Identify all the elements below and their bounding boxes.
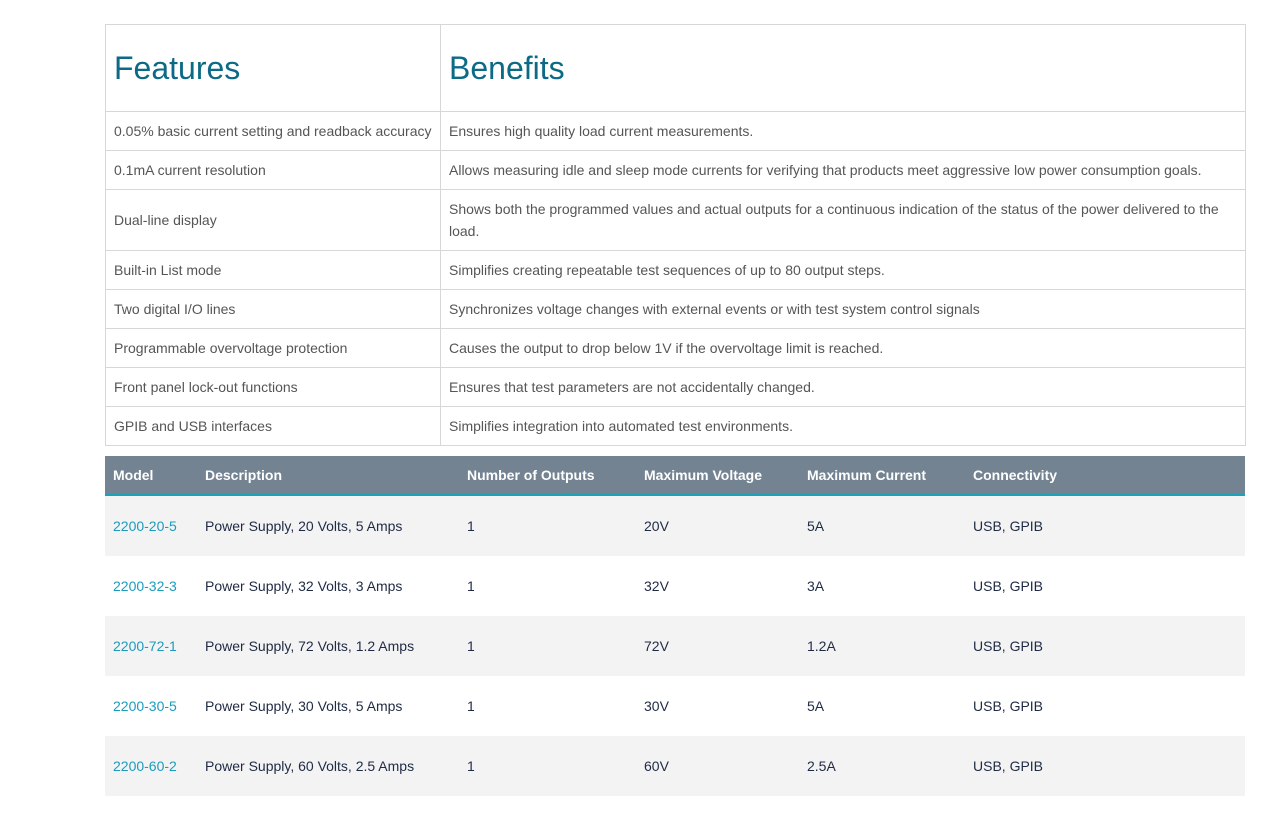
max-current-cell: 5A <box>799 676 965 736</box>
benefits-heading: Benefits <box>441 25 1246 112</box>
model-link[interactable]: 2200-60-2 <box>113 758 177 774</box>
connectivity-cell: USB, GPIB <box>965 676 1245 736</box>
benefit-cell: Simplifies integration into automated test environments. <box>441 407 1246 446</box>
feature-cell: Two digital I/O lines <box>106 290 441 329</box>
benefit-cell: Allows measuring idle and sleep mode currents for verifying that products meet aggressive low power consumption goals. <box>441 151 1246 190</box>
features-benefits-table <box>105 24 1246 446</box>
table-row <box>105 495 1245 556</box>
benefit-cell: Simplifies creating repeatable test sequences of up to 80 output steps. <box>441 251 1246 290</box>
connectivity-cell: USB, GPIB <box>965 736 1245 796</box>
models-table <box>105 456 1245 796</box>
connectivity-cell: USB, GPIB <box>965 556 1245 616</box>
column-header-connectivity[interactable]: Connectivity <box>965 456 1245 495</box>
description-cell: Power Supply, 60 Volts, 2.5 Amps <box>197 736 459 796</box>
table-row <box>105 616 1245 676</box>
model-cell <box>105 616 197 676</box>
benefit-cell: Shows both the programmed values and actual outputs for a continuous indication of the status of the power delivered to the load. <box>441 190 1246 251</box>
description-cell: Power Supply, 30 Volts, 5 Amps <box>197 676 459 736</box>
column-header-max-current[interactable]: Maximum Current <box>799 456 965 495</box>
connectivity-cell: USB, GPIB <box>965 495 1245 556</box>
column-header-max-voltage[interactable]: Maximum Voltage <box>636 456 799 495</box>
model-cell <box>105 676 197 736</box>
feature-cell: Programmable overvoltage protection <box>106 329 441 368</box>
model-cell <box>105 556 197 616</box>
column-header-model[interactable]: Model <box>105 456 197 495</box>
description-cell: Power Supply, 32 Volts, 3 Amps <box>197 556 459 616</box>
column-header-description[interactable]: Description <box>197 456 459 495</box>
table-row <box>105 676 1245 736</box>
benefit-cell: Causes the output to drop below 1V if the overvoltage limit is reached. <box>441 329 1246 368</box>
outputs-cell: 1 <box>459 495 636 556</box>
benefit-cell: Synchronizes voltage changes with external events or with test system control signals <box>441 290 1246 329</box>
feature-cell: Built-in List mode <box>106 251 441 290</box>
features-header-row <box>106 25 1246 112</box>
feature-cell: Front panel lock-out functions <box>106 368 441 407</box>
features-row <box>106 329 1246 368</box>
model-cell <box>105 736 197 796</box>
features-row <box>106 190 1246 251</box>
feature-cell: Dual-line display <box>106 190 441 251</box>
max-current-cell: 2.5A <box>799 736 965 796</box>
benefit-cell: Ensures that test parameters are not accidentally changed. <box>441 368 1246 407</box>
features-heading: Features <box>106 25 441 112</box>
max-voltage-cell: 60V <box>636 736 799 796</box>
models-header-row <box>105 456 1245 495</box>
features-row <box>106 290 1246 329</box>
benefit-cell: Ensures high quality load current measurements. <box>441 112 1246 151</box>
description-cell: Power Supply, 20 Volts, 5 Amps <box>197 495 459 556</box>
feature-cell: GPIB and USB interfaces <box>106 407 441 446</box>
outputs-cell: 1 <box>459 556 636 616</box>
table-row <box>105 556 1245 616</box>
outputs-cell: 1 <box>459 736 636 796</box>
model-link[interactable]: 2200-72-1 <box>113 638 177 654</box>
features-row <box>106 151 1246 190</box>
content-area <box>105 24 1245 796</box>
max-voltage-cell: 72V <box>636 616 799 676</box>
description-cell: Power Supply, 72 Volts, 1.2 Amps <box>197 616 459 676</box>
outputs-cell: 1 <box>459 676 636 736</box>
outputs-cell: 1 <box>459 616 636 676</box>
connectivity-cell: USB, GPIB <box>965 616 1245 676</box>
max-current-cell: 1.2A <box>799 616 965 676</box>
model-link[interactable]: 2200-30-5 <box>113 698 177 714</box>
max-current-cell: 5A <box>799 495 965 556</box>
max-voltage-cell: 30V <box>636 676 799 736</box>
model-cell <box>105 495 197 556</box>
features-row <box>106 368 1246 407</box>
feature-cell: 0.05% basic current setting and readback accuracy <box>106 112 441 151</box>
features-row <box>106 251 1246 290</box>
max-voltage-cell: 20V <box>636 495 799 556</box>
model-link[interactable]: 2200-20-5 <box>113 518 177 534</box>
model-link[interactable]: 2200-32-3 <box>113 578 177 594</box>
max-voltage-cell: 32V <box>636 556 799 616</box>
feature-cell: 0.1mA current resolution <box>106 151 441 190</box>
features-row <box>106 112 1246 151</box>
table-row <box>105 736 1245 796</box>
max-current-cell: 3A <box>799 556 965 616</box>
column-header-outputs[interactable]: Number of Outputs <box>459 456 636 495</box>
features-row <box>106 407 1246 446</box>
